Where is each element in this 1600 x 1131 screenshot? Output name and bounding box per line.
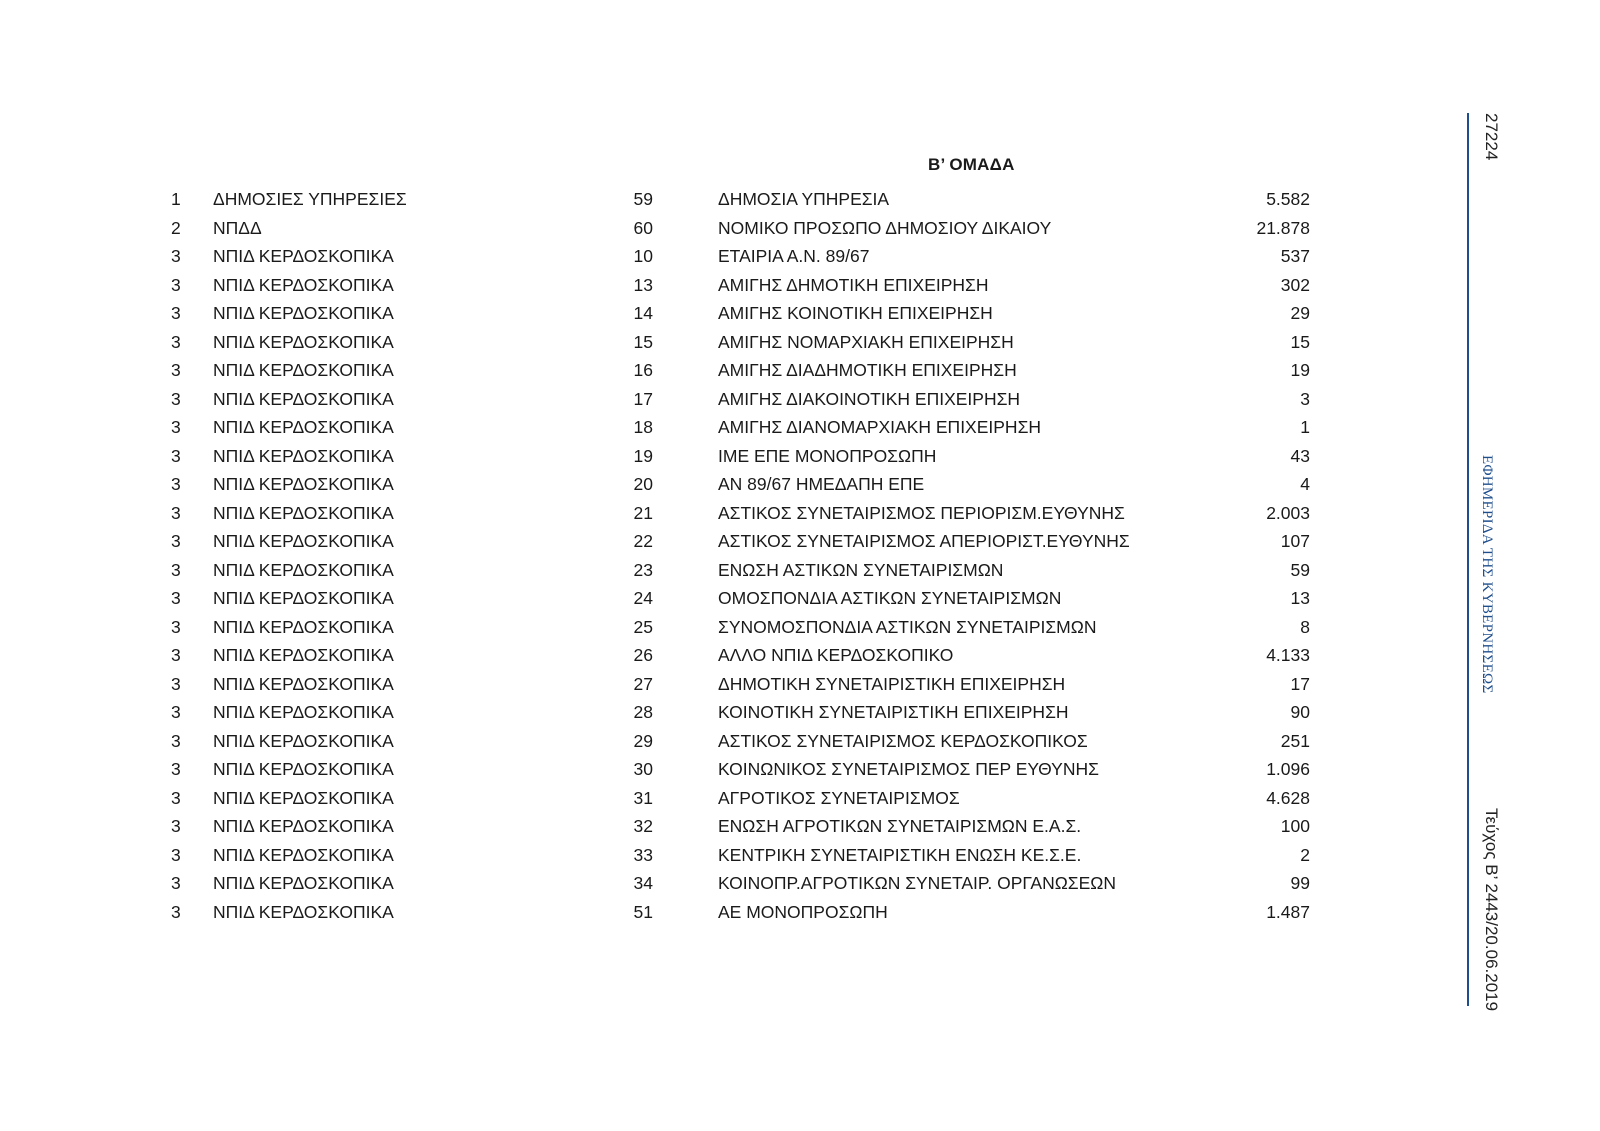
- group-title: Β’ ΟΜΑΔΑ: [928, 155, 1015, 174]
- row-description: ΑΜΙΓΗΣ ΔΙΑΔΗΜΟΤΙΚΗ ΕΠΙΧΕΙΡΗΣΗ: [718, 360, 1017, 380]
- row-number: 3: [171, 474, 181, 494]
- row-category: ΝΠΙΔ ΚΕΡΔΟΣΚΟΠΙΚΑ: [213, 474, 394, 494]
- row-code: 13: [633, 274, 653, 295]
- row-count: 302: [1280, 274, 1310, 295]
- row-code: 27: [633, 673, 653, 694]
- row-count: 99: [1290, 873, 1310, 893]
- row-count: 4.628: [1266, 787, 1310, 808]
- row-category: ΝΠΙΔ ΚΕΡΔΟΣΚΟΠΙΚΑ: [213, 588, 394, 608]
- row-code: 16: [633, 360, 653, 380]
- row-count: 537: [1280, 246, 1310, 266]
- row-number: 3: [171, 559, 181, 580]
- issue-reference: Τεύχος Β’ 2443/20.06.2019: [1482, 808, 1501, 1012]
- row-category: ΝΠΙΔ ΚΕΡΔΟΣΚΟΠΙΚΑ: [213, 531, 394, 551]
- row-description: ΑΜΙΓΗΣ ΔΗΜΟΤΙΚΗ ΕΠΙΧΕΙΡΗΣΗ: [718, 274, 989, 295]
- row-description: ΑΓΡΟΤΙΚΟΣ ΣΥΝΕΤΑΙΡΙΣΜΟΣ: [718, 787, 960, 808]
- row-code: 19: [633, 445, 653, 466]
- row-code: 24: [633, 588, 653, 608]
- row-number: 3: [171, 901, 181, 922]
- row-code: 20: [633, 474, 653, 494]
- row-code: 18: [633, 417, 653, 437]
- row-description: ΚΕΝΤΡΙΚΗ ΣΥΝΕΤΑΙΡΙΣΤΙΚΗ ΕΝΩΣΗ ΚΕ.Σ.Ε.: [718, 844, 1082, 865]
- row-code: 59: [633, 189, 653, 209]
- table-row: [0, 299, 1400, 328]
- row-category: ΝΠΙΔ ΚΕΡΔΟΣΚΟΠΙΚΑ: [213, 246, 394, 266]
- row-count: 1.487: [1266, 901, 1310, 922]
- row-code: 26: [633, 645, 653, 665]
- row-count: 59: [1290, 559, 1310, 580]
- row-description: ΑΣΤΙΚΟΣ ΣΥΝΕΤΑΙΡΙΣΜΟΣ ΑΠΕΡΙΟΡΙΣΤ.ΕΥΘΥΝΗΣ: [718, 531, 1130, 551]
- row-description: ΑΛΛΟ ΝΠΙΔ ΚΕΡΔΟΣΚΟΠΙΚΟ: [718, 645, 954, 665]
- row-code: 10: [633, 246, 653, 266]
- row-code: 34: [633, 873, 653, 893]
- row-code: 23: [633, 559, 653, 580]
- row-number: 3: [171, 616, 181, 637]
- row-description: ΑΜΙΓΗΣ ΝΟΜΑΡΧΙΑΚΗ ΕΠΙΧΕΙΡΗΣΗ: [718, 331, 1014, 352]
- row-code: 31: [633, 787, 653, 808]
- row-count: 4: [1300, 474, 1310, 494]
- row-code: 25: [633, 616, 653, 637]
- row-code: 33: [633, 844, 653, 865]
- row-description: ΝΟΜΙΚΟ ΠΡΟΣΩΠΟ ΔΗΜΟΣΙΟΥ ΔΙΚΑΙΟΥ: [718, 217, 1052, 238]
- row-number: 2: [171, 217, 181, 238]
- table-row: [0, 584, 1400, 613]
- row-code: 30: [633, 759, 653, 779]
- table-row: [0, 641, 1400, 670]
- row-count: 107: [1280, 531, 1310, 551]
- row-category: ΝΠΙΔ ΚΕΡΔΟΣΚΟΠΙΚΑ: [213, 417, 394, 437]
- row-number: 3: [171, 360, 181, 380]
- row-number: 3: [171, 730, 181, 751]
- row-code: 29: [633, 730, 653, 751]
- row-code: 51: [633, 901, 653, 922]
- row-description: ΔΗΜΟΣΙΑ ΥΠΗΡΕΣΙΑ: [718, 189, 890, 209]
- table-row: [0, 499, 1400, 528]
- row-category: ΝΠΙΔ ΚΕΡΔΟΣΚΟΠΙΚΑ: [213, 645, 394, 665]
- row-description: ΙΜΕ ΕΠΕ ΜΟΝΟΠΡΟΣΩΠΗ: [718, 445, 937, 466]
- table-row: [0, 755, 1400, 784]
- row-number: 3: [171, 759, 181, 779]
- row-category: ΝΠΙΔ ΚΕΡΔΟΣΚΟΠΙΚΑ: [213, 844, 394, 865]
- row-description: ΣΥΝΟΜΟΣΠΟΝΔΙΑ ΑΣΤΙΚΩΝ ΣΥΝΕΤΑΙΡΙΣΜΩΝ: [718, 616, 1097, 637]
- row-number: 1: [171, 189, 181, 209]
- page-number: 27224: [1482, 113, 1501, 161]
- row-description: ΕΝΩΣΗ ΑΓΡΟΤΙΚΩΝ ΣΥΝΕΤΑΙΡΙΣΜΩΝ Ε.Α.Σ.: [718, 816, 1082, 836]
- row-category: ΝΠΙΔ ΚΕΡΔΟΣΚΟΠΙΚΑ: [213, 616, 394, 637]
- table-row: [0, 214, 1400, 243]
- row-code: 17: [633, 388, 653, 409]
- row-count: 8: [1300, 616, 1310, 637]
- row-count: 43: [1290, 445, 1310, 466]
- row-number: 3: [171, 787, 181, 808]
- row-count: 17: [1290, 673, 1310, 694]
- row-number: 3: [171, 873, 181, 893]
- row-description: ΕΤΑΙΡΙΑ Α.Ν. 89/67: [718, 246, 870, 266]
- table-row: [0, 242, 1400, 271]
- row-description: ΑΜΙΓΗΣ ΔΙΑΝΟΜΑΡΧΙΑΚΗ ΕΠΙΧΕΙΡΗΣΗ: [718, 417, 1042, 437]
- row-category: ΝΠΙΔ ΚΕΡΔΟΣΚΟΠΙΚΑ: [213, 303, 394, 323]
- row-number: 3: [171, 303, 181, 323]
- table-row: [0, 527, 1400, 556]
- row-count: 100: [1280, 816, 1310, 836]
- table-row: [0, 356, 1400, 385]
- row-code: 21: [633, 502, 653, 523]
- table-row: [0, 185, 1400, 214]
- row-code: 15: [633, 331, 653, 352]
- table-row: [0, 698, 1400, 727]
- row-count: 5.582: [1266, 189, 1310, 209]
- table-row: [0, 670, 1400, 699]
- row-category: ΝΠΙΔ ΚΕΡΔΟΣΚΟΠΙΚΑ: [213, 702, 394, 722]
- row-number: 3: [171, 645, 181, 665]
- row-description: ΚΟΙΝΟΠΡ.ΑΓΡΟΤΙΚΩΝ ΣΥΝΕΤΑΙΡ. ΟΡΓΑΝΩΣΕΩΝ: [718, 873, 1116, 893]
- row-category: ΝΠΙΔ ΚΕΡΔΟΣΚΟΠΙΚΑ: [213, 759, 394, 779]
- row-category: ΝΠΙΔ ΚΕΡΔΟΣΚΟΠΙΚΑ: [213, 331, 394, 352]
- row-count: 1: [1300, 417, 1310, 437]
- row-description: ΑΣΤΙΚΟΣ ΣΥΝΕΤΑΙΡΙΣΜΟΣ ΠΕΡΙΟΡΙΣΜ.ΕΥΘΥΝΗΣ: [718, 502, 1125, 523]
- table-row: [0, 727, 1400, 756]
- row-description: ΑΜΙΓΗΣ ΚΟΙΝΟΤΙΚΗ ΕΠΙΧΕΙΡΗΣΗ: [718, 303, 993, 323]
- row-number: 3: [171, 502, 181, 523]
- row-code: 60: [633, 217, 653, 238]
- row-category: ΝΠΙΔ ΚΕΡΔΟΣΚΟΠΙΚΑ: [213, 901, 394, 922]
- row-category: ΝΠΙΔ ΚΕΡΔΟΣΚΟΠΙΚΑ: [213, 559, 394, 580]
- row-category: ΝΠΙΔ ΚΕΡΔΟΣΚΟΠΙΚΑ: [213, 274, 394, 295]
- row-description: ΕΝΩΣΗ ΑΣΤΙΚΩΝ ΣΥΝΕΤΑΙΡΙΣΜΩΝ: [718, 559, 1004, 580]
- row-description: ΟΜΟΣΠΟΝΔΙΑ ΑΣΤΙΚΩΝ ΣΥΝΕΤΑΙΡΙΣΜΩΝ: [718, 588, 1062, 608]
- row-category: ΝΠΙΔ ΚΕΡΔΟΣΚΟΠΙΚΑ: [213, 816, 394, 836]
- row-description: ΚΟΙΝΟΤΙΚΗ ΣΥΝΕΤΑΙΡΙΣΤΙΚΗ ΕΠΙΧΕΙΡΗΣΗ: [718, 702, 1069, 722]
- row-category: ΔΗΜΟΣΙΕΣ ΥΠΗΡΕΣΙΕΣ: [213, 189, 407, 209]
- table-row: [0, 556, 1400, 585]
- row-number: 3: [171, 331, 181, 352]
- table-row: [0, 271, 1400, 300]
- row-number: 3: [171, 588, 181, 608]
- row-count: 4.133: [1266, 645, 1310, 665]
- table-row: [0, 328, 1400, 357]
- row-number: 3: [171, 673, 181, 694]
- row-count: 1.096: [1266, 759, 1310, 779]
- row-code: 32: [633, 816, 653, 836]
- row-number: 3: [171, 274, 181, 295]
- row-count: 251: [1280, 730, 1310, 751]
- table-row: [0, 784, 1400, 813]
- row-number: 3: [171, 702, 181, 722]
- row-category: ΝΠΙΔ ΚΕΡΔΟΣΚΟΠΙΚΑ: [213, 730, 394, 751]
- row-count: 2: [1300, 844, 1310, 865]
- row-category: ΝΠΙΔ ΚΕΡΔΟΣΚΟΠΙΚΑ: [213, 502, 394, 523]
- row-category: ΝΠΙΔ ΚΕΡΔΟΣΚΟΠΙΚΑ: [213, 360, 394, 380]
- row-count: 3: [1300, 388, 1310, 409]
- data-table: [0, 185, 1400, 926]
- row-number: 3: [171, 417, 181, 437]
- row-count: 2.003: [1266, 502, 1310, 523]
- row-code: 14: [633, 303, 653, 323]
- row-description: ΑΝ 89/67 ΗΜΕΔΑΠΗ ΕΠΕ: [718, 474, 925, 494]
- table-row: [0, 812, 1400, 841]
- row-code: 28: [633, 702, 653, 722]
- row-category: ΝΠΙΔ ΚΕΡΔΟΣΚΟΠΙΚΑ: [213, 787, 394, 808]
- table-row: [0, 442, 1400, 471]
- row-category: ΝΠΙΔ ΚΕΡΔΟΣΚΟΠΙΚΑ: [213, 388, 394, 409]
- row-number: 3: [171, 816, 181, 836]
- row-count: 13: [1290, 588, 1310, 608]
- row-number: 3: [171, 844, 181, 865]
- row-number: 3: [171, 445, 181, 466]
- row-count: 19: [1290, 360, 1310, 380]
- row-category: ΝΠΙΔ ΚΕΡΔΟΣΚΟΠΙΚΑ: [213, 673, 394, 694]
- row-category: ΝΠΔΔ: [213, 217, 262, 238]
- row-code: 22: [633, 531, 653, 551]
- row-description: ΑΕ ΜΟΝΟΠΡΟΣΩΠΗ: [718, 901, 888, 922]
- row-count: 90: [1290, 702, 1310, 722]
- journal-title: ΕΦΗΜΕΡΙΔΑ ΤΗΣ ΚΥΒΕΡΝΗΣΕΩΣ: [1479, 455, 1495, 694]
- table-row: [0, 385, 1400, 414]
- row-description: ΚΟΙΝΩΝΙΚΟΣ ΣΥΝΕΤΑΙΡΙΣΜΟΣ ΠΕΡ ΕΥΘΥΝΗΣ: [718, 759, 1099, 779]
- row-count: 21.878: [1256, 217, 1310, 238]
- table-row: [0, 613, 1400, 642]
- table-row: [0, 869, 1400, 898]
- table-row: [0, 413, 1400, 442]
- row-count: 29: [1290, 303, 1310, 323]
- row-number: 3: [171, 246, 181, 266]
- row-number: 3: [171, 388, 181, 409]
- table-row: [0, 841, 1400, 870]
- row-description: ΔΗΜΟΤΙΚΗ ΣΥΝΕΤΑΙΡΙΣΤΙΚΗ ΕΠΙΧΕΙΡΗΣΗ: [718, 673, 1066, 694]
- row-number: 3: [171, 531, 181, 551]
- side-rule: [1467, 113, 1469, 1006]
- row-description: ΑΜΙΓΗΣ ΔΙΑΚΟΙΝΟΤΙΚΗ ΕΠΙΧΕΙΡΗΣΗ: [718, 388, 1021, 409]
- row-category: ΝΠΙΔ ΚΕΡΔΟΣΚΟΠΙΚΑ: [213, 873, 394, 893]
- row-category: ΝΠΙΔ ΚΕΡΔΟΣΚΟΠΙΚΑ: [213, 445, 394, 466]
- row-description: ΑΣΤΙΚΟΣ ΣΥΝΕΤΑΙΡΙΣΜΟΣ ΚΕΡΔΟΣΚΟΠΙΚΟΣ: [718, 730, 1088, 751]
- table-row: [0, 470, 1400, 499]
- table-row: [0, 898, 1400, 927]
- row-count: 15: [1290, 331, 1310, 352]
